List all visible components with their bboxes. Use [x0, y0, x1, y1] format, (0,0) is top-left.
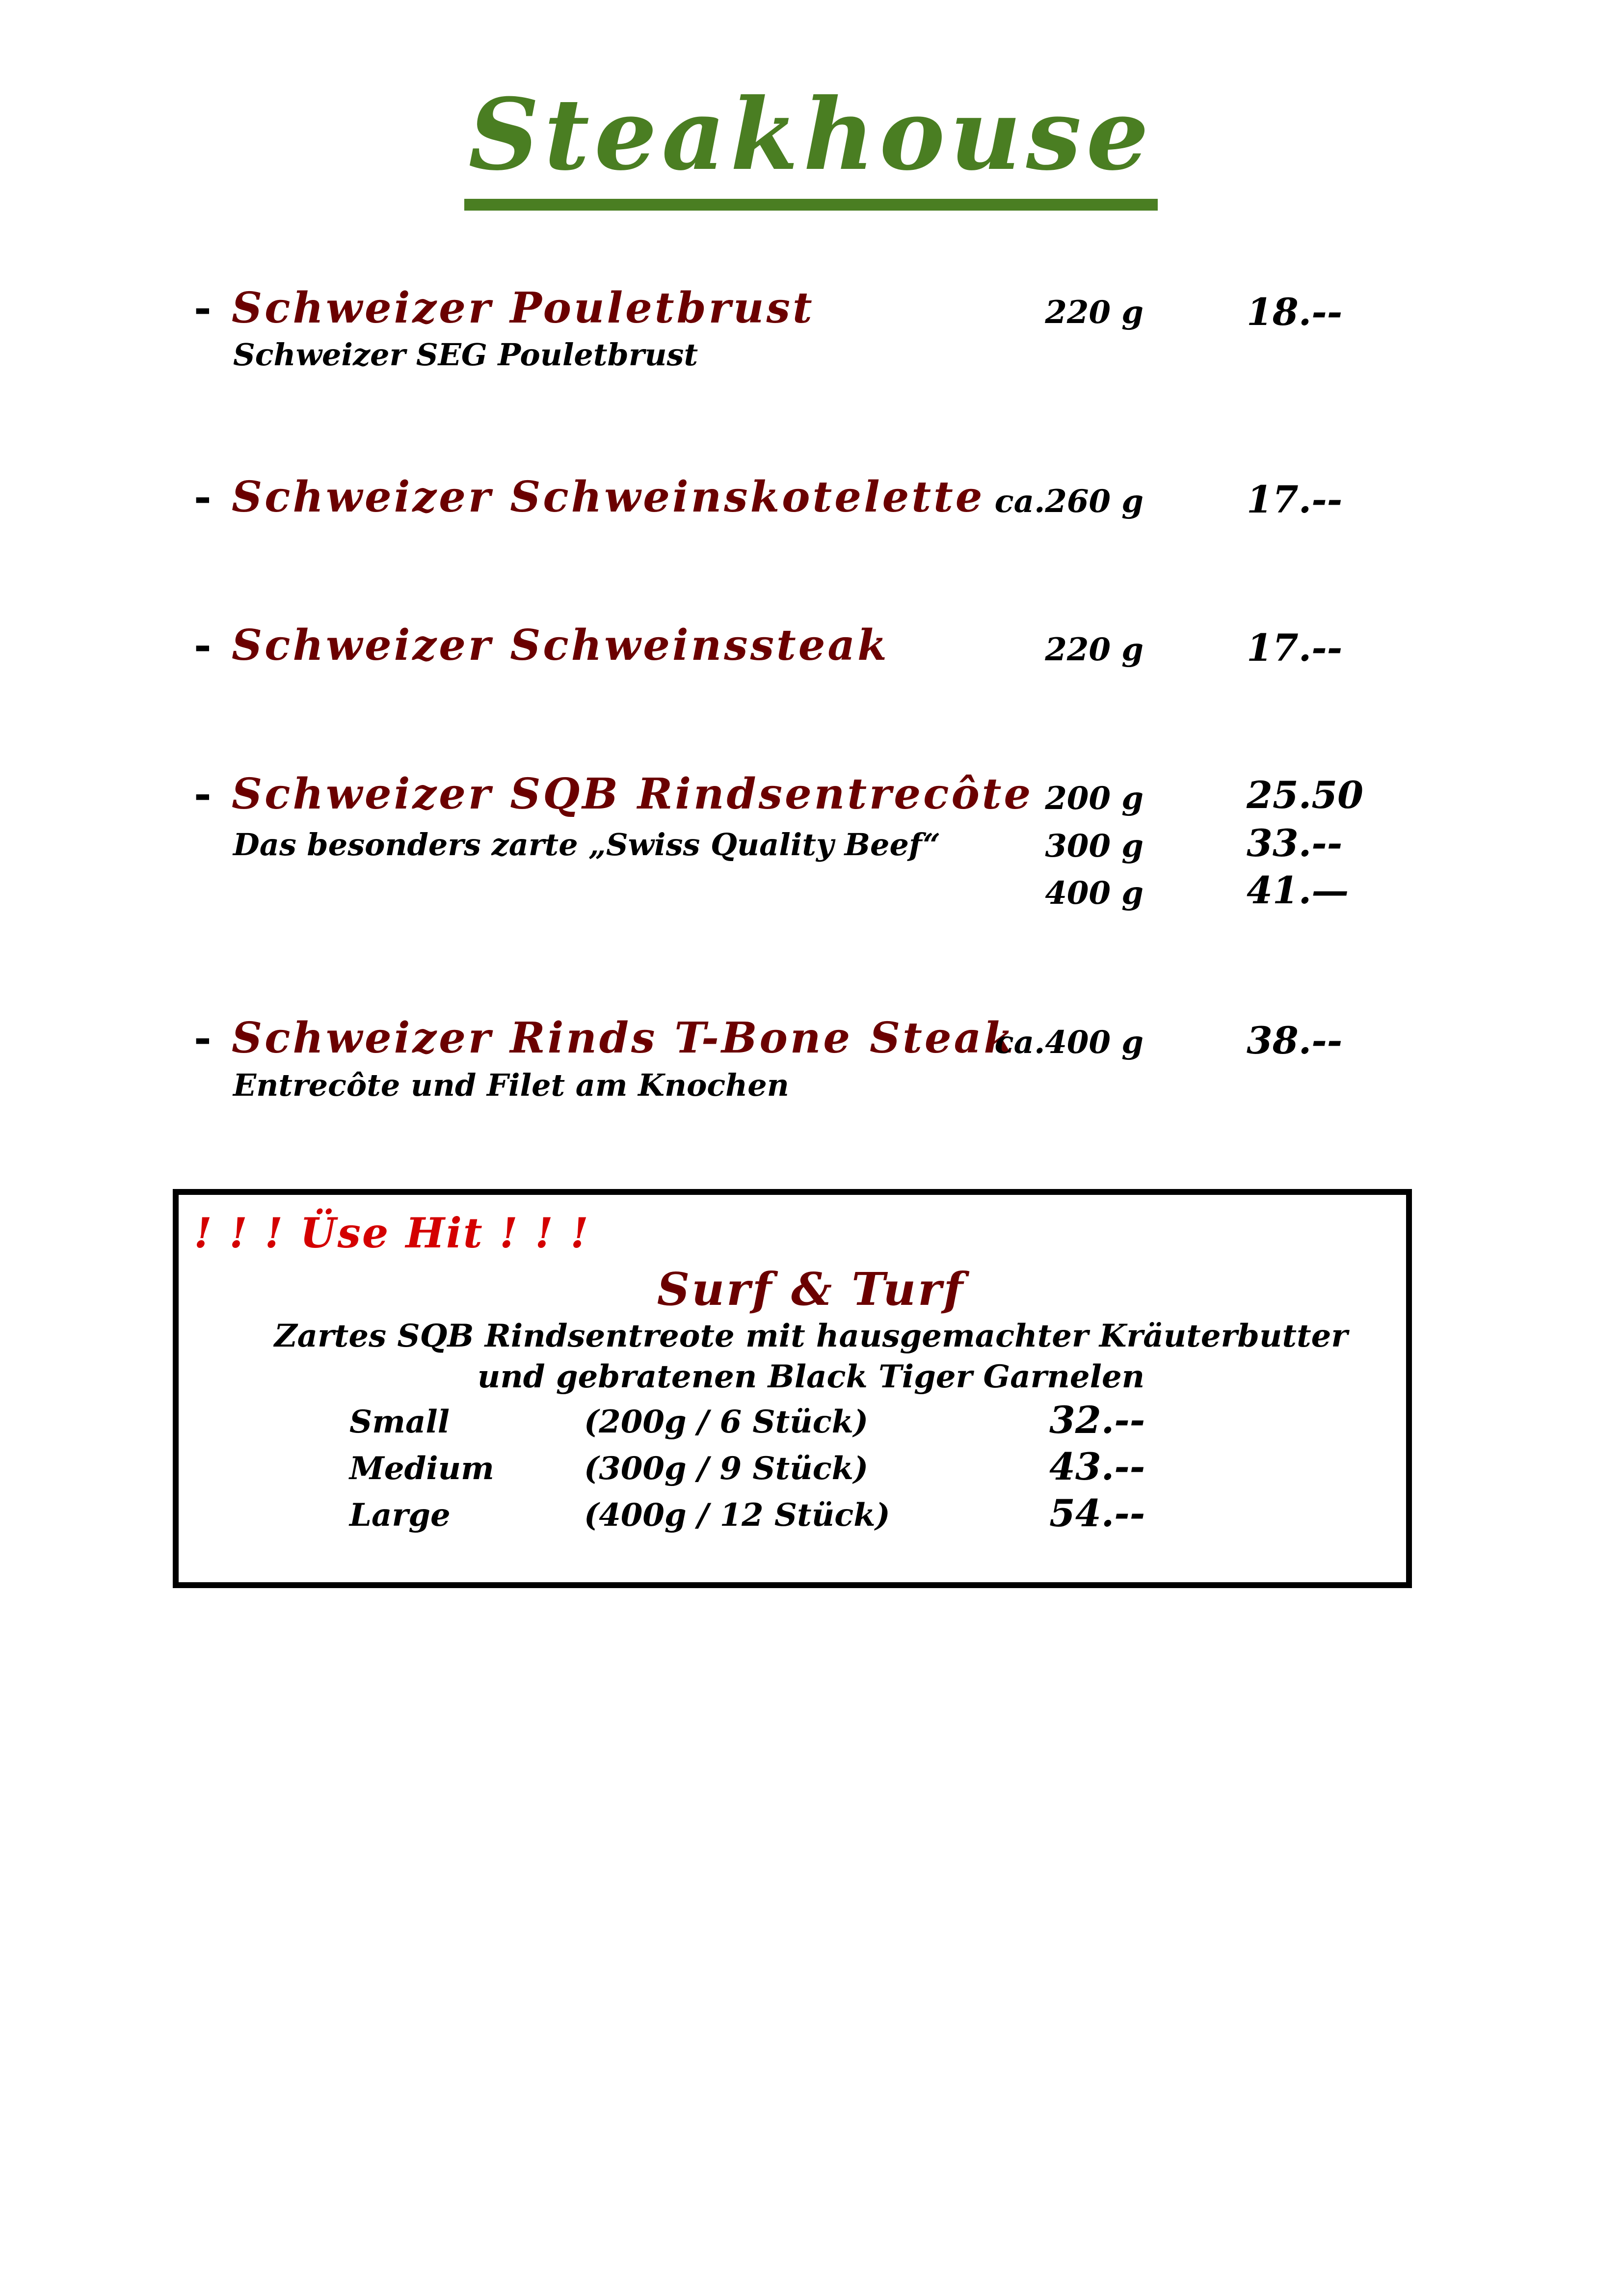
item-weight: ca.400 g — [994, 1024, 1143, 1061]
item-weight: ca.260 g — [994, 483, 1143, 520]
item-price: 41.— — [1247, 868, 1349, 912]
item-description: Schweizer SEG Pouletbrust — [233, 337, 698, 373]
bullet-dash: - — [194, 769, 212, 819]
special-title: Surf & Turf — [657, 1263, 965, 1316]
option-price: 32.-- — [1049, 1398, 1145, 1442]
item-price: 38.-- — [1247, 1019, 1343, 1062]
item-weight: 200 g — [1045, 780, 1143, 817]
item-name: Schweizer Pouletbrust — [232, 283, 815, 333]
bullet-dash: - — [194, 472, 212, 522]
option-price: 43.-- — [1049, 1445, 1145, 1488]
special-description-line1: Zartes SQB Rindsentreote mit hausgemachter Kräuterbutter — [274, 1318, 1348, 1354]
bullet-dash: - — [194, 1013, 212, 1063]
option-detail: (300g / 9 Stück) — [584, 1450, 869, 1487]
item-price: 25.50 — [1247, 773, 1363, 817]
special-badge: ! ! ! Üse Hit ! ! ! — [194, 1209, 590, 1257]
page-title: Steakhouse — [464, 86, 1157, 211]
item-description: Das besonders zarte „Swiss Quality Beef“ — [233, 827, 941, 863]
item-price: 18.-- — [1247, 290, 1343, 334]
item-weight: 300 g — [1045, 828, 1143, 864]
item-price: 17.-- — [1247, 478, 1343, 521]
item-name: Schweizer SQB Rindsentrecôte — [232, 769, 1034, 819]
item-name: Schweizer Schweinskotelette — [232, 472, 985, 522]
bullet-dash: - — [194, 621, 212, 670]
item-price: 33.-- — [1247, 821, 1343, 865]
item-weight: 220 g — [1045, 294, 1143, 331]
item-price: 17.-- — [1247, 626, 1343, 670]
bullet-dash: - — [194, 283, 212, 333]
item-description: Entrecôte und Filet am Knochen — [233, 1067, 789, 1103]
option-size: Large — [349, 1497, 451, 1534]
option-size: Medium — [349, 1450, 494, 1487]
item-name: Schweizer Rinds T-Bone Steak — [232, 1013, 1015, 1063]
item-name: Schweizer Schweinssteak — [232, 621, 889, 670]
item-weight: 220 g — [1045, 631, 1143, 668]
page-header — [0, 77, 1622, 211]
option-detail: (200g / 6 Stück) — [584, 1404, 869, 1440]
special-description-line2: und gebratenen Black Tiger Garnelen — [477, 1358, 1145, 1395]
item-weight: 400 g — [1045, 875, 1143, 912]
option-size: Small — [349, 1404, 450, 1440]
option-price: 54.-- — [1049, 1491, 1145, 1535]
option-detail: (400g / 12 Stück) — [584, 1497, 890, 1534]
